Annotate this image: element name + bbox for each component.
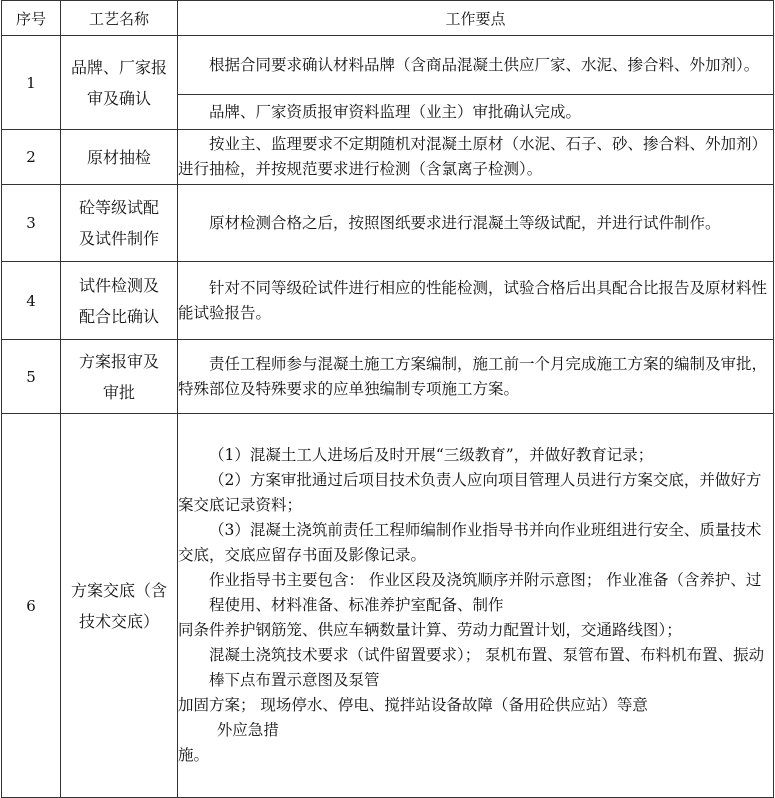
row-name-line: 试件检测及 xyxy=(78,275,159,295)
row-points xyxy=(178,95,774,130)
point-line: 按业主、监理要求不定期随机对混凝土原材（水泥、石子、砂、掺合料、外加剂）进行抽检，并按规范要求进行检测（含氯离子检测）。 xyxy=(178,135,768,178)
row-num: 4 xyxy=(2,262,61,340)
point-line: （3）混凝土浇筑前责任工程师编制作业指导书并向作业班组进行安全、质量技术交底，交底应留存书面及影像记录。 xyxy=(178,521,762,564)
row-num: 5 xyxy=(2,340,61,414)
row-name-line: 原材抽检 xyxy=(86,147,151,167)
table-row xyxy=(2,262,774,340)
row-name xyxy=(61,414,178,798)
point-line: 原材检测合格之后，按照图纸要求进行混凝土等级试配，并进行试件制作。 xyxy=(209,213,721,232)
point-line: 施。 xyxy=(178,746,210,764)
row-name xyxy=(61,340,178,414)
header-row xyxy=(2,1,774,36)
row-name xyxy=(61,130,178,185)
point-line: 加固方案； 现场停水、停电、搅拌站设备故障（备用砼供应站）等意 xyxy=(178,696,648,714)
point-line: （2）方案审批通过后项目技术负责人应向项目管理人员进行方案交底，并做好方案交底记录资料； xyxy=(178,471,762,514)
point-line: 混凝土浇筑技术要求（试件留置要求）； 泵机布置、泵管布置、布料机布置、振动棒下点布置示意图及泵管 xyxy=(209,646,765,689)
row-points xyxy=(178,185,774,262)
table-row xyxy=(2,340,774,414)
row-name-line: 技术交底） xyxy=(78,611,159,631)
row-name xyxy=(61,185,178,262)
row-name-line: 品牌、厂家报 xyxy=(70,57,167,77)
row-name-line: 方案报审及 xyxy=(78,351,159,371)
point-line: （1）混凝土工人进场后及时开展“三级教育”，并做好教育记录； xyxy=(209,446,654,464)
row-num: 1 xyxy=(2,36,61,130)
header-name: 工艺名称 xyxy=(61,1,178,36)
row-points xyxy=(178,340,774,414)
row-points xyxy=(178,130,774,185)
row-num: 2 xyxy=(2,130,61,185)
table-row xyxy=(2,185,774,262)
point-line: 根据合同要求确认材料品牌（含商品混凝土供应厂家、水泥、掺合料、外加剂）。 xyxy=(209,55,760,74)
process-table xyxy=(1,0,774,798)
table-row xyxy=(2,130,774,185)
point-line: 外应急措 xyxy=(216,721,279,739)
point-line: 作业指导书主要包含： 作业区段及浇筑顺序并附示意图； 作业准备（含养护、过程使用、材料准备、标准养护室配备、制作 xyxy=(209,571,762,614)
table-row xyxy=(2,36,774,95)
header-points: 工作要点 xyxy=(178,1,774,36)
row-name-line: 砼等级试配 xyxy=(78,198,159,217)
row-name xyxy=(61,36,178,130)
row-points xyxy=(178,262,774,340)
row-num: 6 xyxy=(2,414,61,798)
header-num: 序号 xyxy=(2,1,61,36)
point-line: 品牌、厂家资质报审资料监理（业主）审批确认完成。 xyxy=(209,102,582,121)
point-line: 责任工程师参与混凝土施工方案编制，施工前一个月完成施工方案的编制及审批，特殊部位及特殊要求的应单独编制专项施工方案。 xyxy=(178,354,768,398)
row-num: 3 xyxy=(2,185,61,262)
row-name-line: 及试件制作 xyxy=(78,229,159,248)
row-points xyxy=(178,36,774,95)
row-name-line: 审批 xyxy=(102,382,135,402)
row-points xyxy=(178,414,774,798)
table-row xyxy=(2,414,774,798)
row-name xyxy=(61,262,178,340)
point-line: 针对不同等级砼试件进行相应的性能检测，试验合格后出具配合比报告及原材料性能试验报告。 xyxy=(178,278,768,322)
row-name-line: 配合比确认 xyxy=(78,306,159,326)
row-name-line: 审及确认 xyxy=(86,88,151,108)
point-line: 同条件养护钢筋笼、供应车辆数量计算、劳动力配置计划，交通路线图）； xyxy=(178,621,682,639)
row-name-line: 方案交底（含 xyxy=(70,580,167,600)
